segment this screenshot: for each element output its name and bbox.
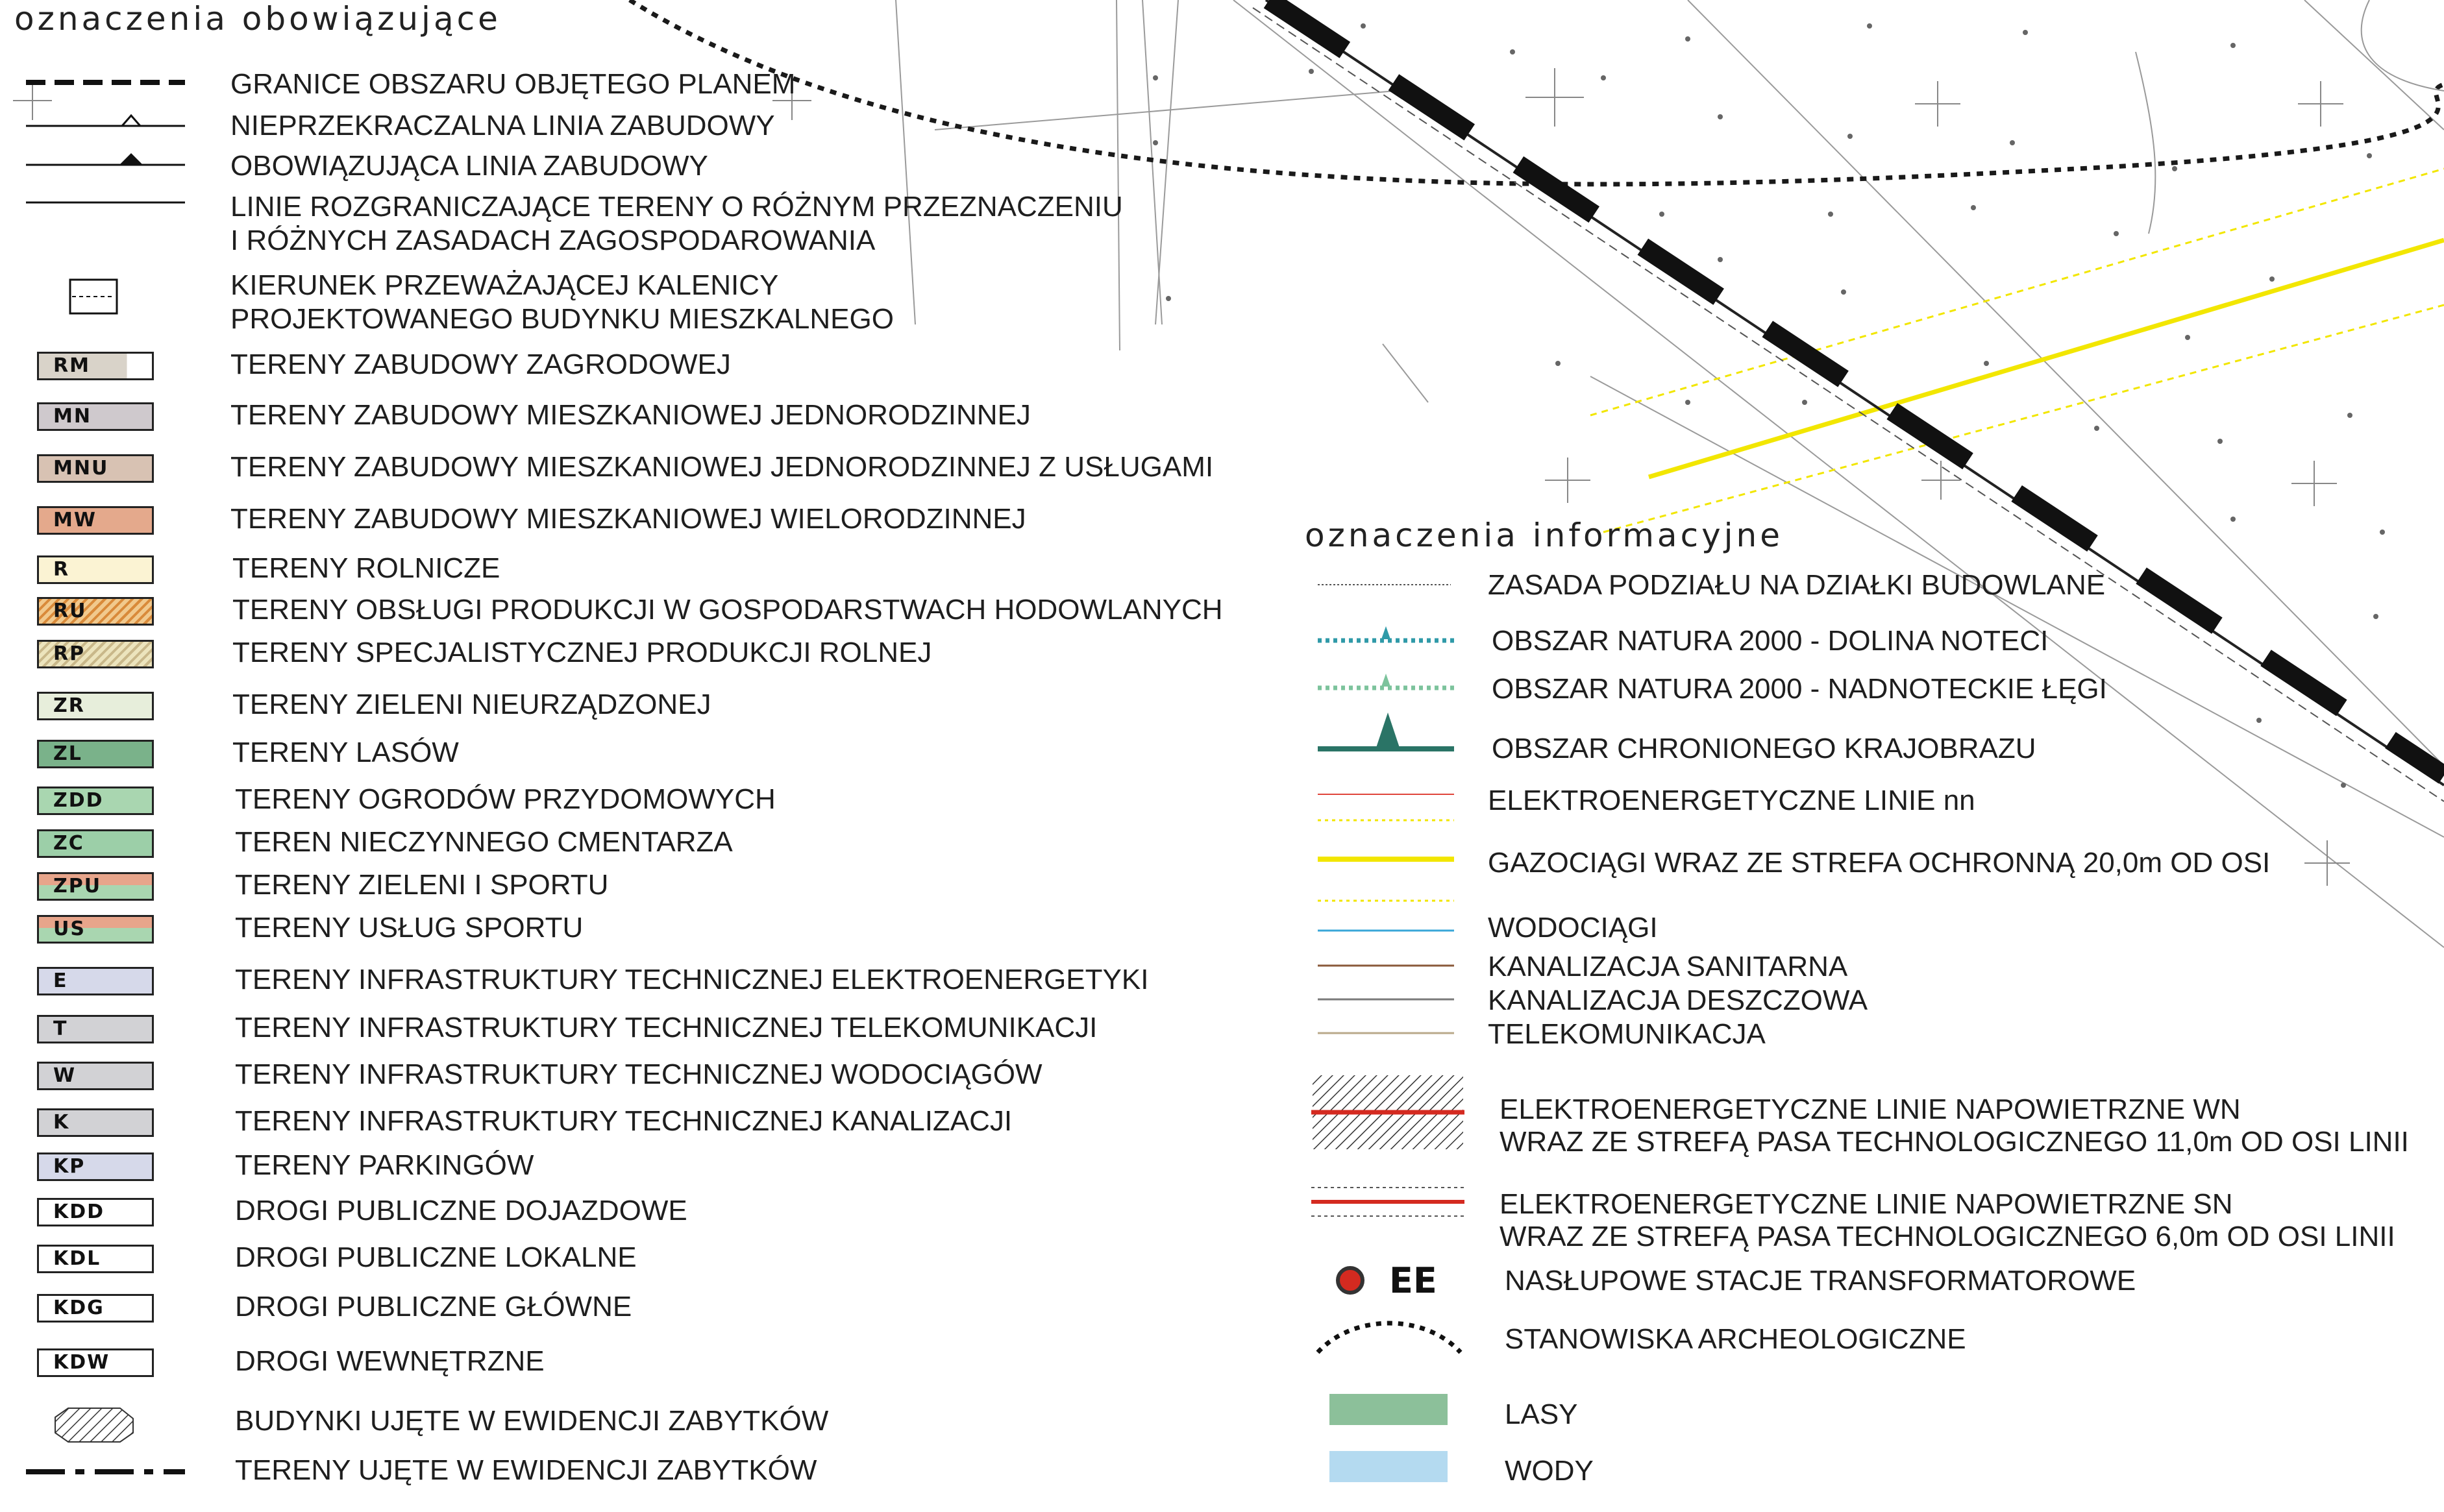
plan-boundary-symbol bbox=[26, 73, 188, 92]
legend-label: OBSZAR NATURA 2000 - DOLINA NOTECI bbox=[1492, 625, 2049, 657]
zone-swatch-kdw: KDW bbox=[37, 1348, 154, 1377]
legend-label: WODOCIĄGI bbox=[1488, 912, 1658, 944]
legend-label: ELEKTROENERGETYCZNE LINIE NAPOWIETRZNE SN bbox=[1500, 1188, 2233, 1220]
zone-swatch-zr: ZR bbox=[37, 692, 154, 720]
legend-label: OBSZAR CHRONIONEGO KRAJOBRAZU bbox=[1492, 733, 2036, 764]
power-line-nn-symbol bbox=[1318, 792, 1457, 824]
zone-swatch-mw: MW bbox=[37, 506, 154, 535]
legend-label: LINIE ROZGRANICZAJĄCE TERENY O RÓŻNYM PRZEZNACZENIU bbox=[230, 191, 1123, 223]
zone-label-rp: TERENY SPECJALISTYCZNEJ PRODUKCJI ROLNEJ bbox=[232, 637, 932, 668]
legend-label: LASY bbox=[1505, 1398, 1578, 1430]
legend-label: WRAZ ZE STREFĄ PASA TECHNOLOGICZNEGO 11,0m OD OSI LINII bbox=[1500, 1126, 2409, 1158]
zone-label-mn: TERENY ZABUDOWY MIESZKANIOWEJ JEDNORODZINNEJ bbox=[230, 399, 1031, 431]
zone-label-kdd: DROGI PUBLICZNE DOJAZDOWE bbox=[235, 1195, 687, 1226]
zone-swatch-k: K bbox=[37, 1108, 154, 1137]
zone-swatch-mn: MN bbox=[37, 402, 154, 431]
zone-swatch-kp: KP bbox=[37, 1152, 154, 1181]
zone-swatch-kdl: KDL bbox=[37, 1245, 154, 1273]
zone-label-t: TERENY INFRASTRUKTURY TECHNICZNEJ TELEKOMUNIKACJI bbox=[235, 1012, 1098, 1043]
info-legend-heading: oznaczenia informacyjne bbox=[1305, 517, 1783, 554]
archaeological-site-symbol bbox=[1315, 1313, 1464, 1359]
legend-label: TELEKOMUNIKACJA bbox=[1488, 1018, 1766, 1050]
protected-landscape-symbol bbox=[1318, 707, 1457, 753]
legend-label: NASŁUPOWE STACJE TRANSFORMATOROWE bbox=[1505, 1265, 2136, 1297]
heritage-building-symbol bbox=[49, 1406, 140, 1445]
legend-label: OBSZAR NATURA 2000 - NADNOTECKIE ŁĘGI bbox=[1492, 673, 2107, 705]
zone-swatch-kdg: KDG bbox=[37, 1294, 154, 1323]
zone-swatch-ru: RU bbox=[37, 597, 154, 626]
zone-label-kdg: DROGI PUBLICZNE GŁÓWNE bbox=[235, 1291, 632, 1323]
zone-label-zl: TERENY LASÓW bbox=[232, 737, 459, 768]
mandatory-building-line-symbol bbox=[26, 148, 188, 171]
non-exceedable-building-line-symbol bbox=[26, 109, 188, 132]
zone-label-e: TERENY INFRASTRUKTURY TECHNICZNEJ ELEKTROENERGETYKI bbox=[235, 964, 1149, 995]
zone-label-w: TERENY INFRASTRUKTURY TECHNICZNEJ WODOCIĄGÓW bbox=[235, 1058, 1043, 1090]
zone-label-rm: TERENY ZABUDOWY ZAGRODOWEJ bbox=[230, 348, 731, 380]
telecommunication-symbol bbox=[1318, 1030, 1457, 1036]
legend-label: WODY bbox=[1505, 1455, 1594, 1487]
zone-label-mnu: TERENY ZABUDOWY MIESZKANIOWEJ JEDNORODZINNEJ Z USŁUGAMI bbox=[230, 451, 1214, 483]
binding-legend-heading: oznaczenia obowiązujące bbox=[14, 0, 501, 38]
zone-swatch-rm: RM bbox=[37, 352, 154, 380]
legend-label: ZASADA PODZIAŁU NA DZIAŁKI BUDOWLANE bbox=[1488, 569, 2106, 601]
transformer-station-code: EE bbox=[1389, 1260, 1437, 1301]
legend-label: I RÓŻNYCH ZASADACH ZAGOSPODAROWANIA bbox=[230, 225, 876, 256]
zone-swatch-t: T bbox=[37, 1015, 154, 1043]
water-swatch bbox=[1329, 1451, 1448, 1482]
zone-swatch-r: R bbox=[37, 555, 154, 584]
zone-label-zc: TEREN NIECZYNNEGO CMENTARZA bbox=[235, 826, 733, 858]
zone-swatch-zc: ZC bbox=[37, 829, 154, 858]
legend-label: KANALIZACJA SANITARNA bbox=[1488, 951, 1848, 982]
zone-label-kp: TERENY PARKINGÓW bbox=[235, 1149, 534, 1181]
map-gas-pipeline bbox=[1590, 169, 2444, 532]
overhead-line-wn-symbol bbox=[1311, 1074, 1467, 1152]
zone-swatch-rp: RP bbox=[37, 640, 154, 668]
heritage-area-symbol bbox=[26, 1465, 188, 1478]
zone-label-zpu: TERENY ZIELENI I SPORTU bbox=[235, 869, 609, 901]
forest-swatch bbox=[1329, 1394, 1448, 1425]
legend-label: GRANICE OBSZARU OBJĘTEGO PLANEM bbox=[230, 68, 796, 100]
zone-swatch-w: W bbox=[37, 1062, 154, 1090]
legend-label: BUDYNKI UJĘTE W EWIDENCJI ZABYTKÓW bbox=[235, 1405, 829, 1437]
legend-label: TERENY UJĘTE W EWIDENCJI ZABYTKÓW bbox=[235, 1454, 817, 1486]
natura-2000-nadnoteckie-legi-symbol bbox=[1318, 667, 1457, 693]
zone-label-kdl: DROGI PUBLICZNE LOKALNE bbox=[235, 1241, 637, 1273]
zone-label-us: TERENY USŁUG SPORTU bbox=[235, 912, 584, 944]
zone-swatch-zpu: ZPU bbox=[37, 872, 154, 901]
zone-swatch-mnu: MNU bbox=[37, 454, 154, 483]
legend-label: GAZOCIĄGI WRAZ ZE STREFA OCHRONNĄ 20,0m OD OSI bbox=[1488, 847, 2271, 879]
gas-pipeline-symbol bbox=[1318, 855, 1457, 907]
zone-swatch-us: US bbox=[37, 915, 154, 944]
map-contour bbox=[2362, 0, 2444, 91]
water-supply-symbol bbox=[1318, 928, 1457, 933]
zone-swatch-e: E bbox=[37, 967, 154, 995]
legend-label: WRAZ ZE STREFĄ PASA TECHNOLOGICZNEGO 6,0m OD OSI LINII bbox=[1500, 1221, 2395, 1252]
natura-2000-dolina-noteci-symbol bbox=[1318, 620, 1457, 646]
legend-label: STANOWISKA ARCHEOLOGICZNE bbox=[1505, 1323, 1966, 1355]
demarcation-line-symbol bbox=[26, 197, 188, 208]
zone-label-zr: TERENY ZIELENI NIEURZĄDZONEJ bbox=[232, 689, 711, 720]
sanitary-sewer-symbol bbox=[1318, 963, 1457, 968]
legend-label: ELEKTROENERGETYCZNE LINIE NAPOWIETRZNE WN bbox=[1500, 1093, 2241, 1125]
zone-swatch-kdd: KDD bbox=[37, 1198, 154, 1226]
legend-label: OBOWIĄZUJĄCA LINIA ZABUDOWY bbox=[230, 150, 708, 182]
zone-label-zdd: TERENY OGRODÓW PRZYDOMOWYCH bbox=[235, 783, 776, 815]
ridge-direction-symbol bbox=[68, 278, 120, 317]
legend-label: KANALIZACJA DESZCZOWA bbox=[1488, 984, 1868, 1016]
zone-label-mw: TERENY ZABUDOWY MIESZKANIOWEJ WIELORODZINNEJ bbox=[230, 503, 1026, 535]
legend-label: PROJEKTOWANEGO BUDYNKU MIESZKALNEGO bbox=[230, 303, 894, 335]
zone-label-r: TERENY ROLNICZE bbox=[232, 552, 500, 584]
legend-label: KIERUNEK PRZEWAŻAJĄCEJ KALENICY bbox=[230, 269, 779, 301]
map-contour bbox=[2136, 52, 2155, 234]
transformer-station-icon bbox=[1334, 1264, 1366, 1297]
zone-label-ru: TERENY OBSŁUGI PRODUKCJI W GOSPODARSTWACH HODOWLANYCH bbox=[232, 594, 1223, 626]
zone-label-kdw: DROGI WEWNĘTRZNE bbox=[235, 1345, 545, 1377]
zone-swatch-zdd: ZDD bbox=[37, 786, 154, 815]
legend-label: NIEPRZEKRACZALNA LINIA ZABUDOWY bbox=[230, 110, 775, 141]
parcel-division-symbol bbox=[1318, 581, 1454, 588]
legend-label: ELEKTROENERGETYCZNE LINIE nn bbox=[1488, 785, 1975, 816]
zone-swatch-zl: ZL bbox=[37, 740, 154, 768]
zone-label-k: TERENY INFRASTRUKTURY TECHNICZNEJ KANALIZACJI bbox=[235, 1105, 1013, 1137]
storm-sewer-symbol bbox=[1318, 997, 1457, 1002]
overhead-line-sn-symbol bbox=[1311, 1182, 1467, 1221]
